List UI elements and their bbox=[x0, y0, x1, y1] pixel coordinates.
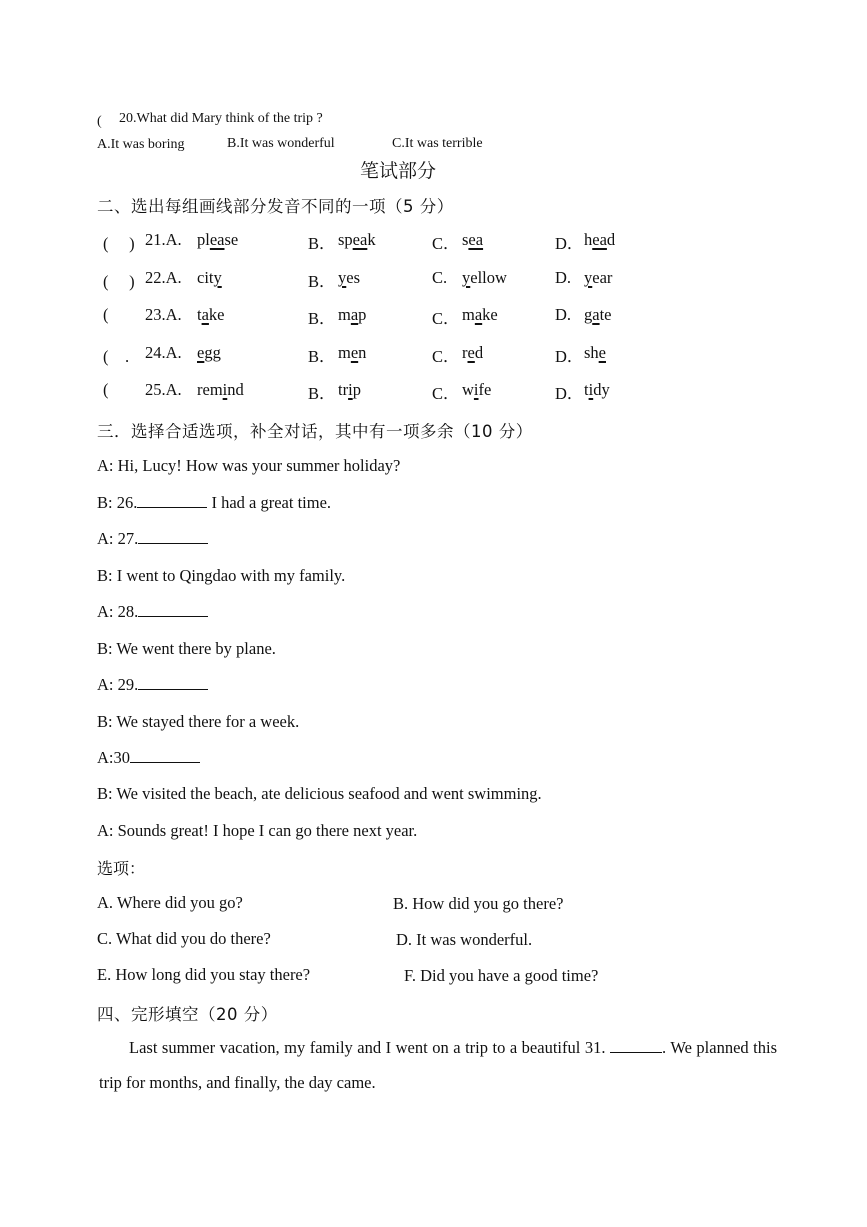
dialogue-line bbox=[97, 602, 208, 622]
option-d-label: D． bbox=[555, 347, 584, 366]
word-ul: a bbox=[474, 305, 483, 324]
dialogue-text: B: 26. bbox=[97, 493, 138, 512]
option-c-label: C． bbox=[432, 384, 460, 403]
word-pre: m bbox=[338, 343, 351, 362]
option-d-label: D. bbox=[555, 268, 572, 287]
option-b-label: B． bbox=[308, 347, 336, 366]
dialogue-line bbox=[97, 821, 417, 841]
word-ul: i bbox=[348, 380, 353, 399]
word-post: nd bbox=[227, 380, 244, 399]
option-c-label: C. bbox=[432, 268, 448, 287]
option-c-word bbox=[462, 230, 483, 250]
option-a: A. Where did you go? bbox=[97, 893, 243, 912]
option-b-label: B． bbox=[308, 384, 336, 403]
dialogue-text: B: We visited the beach, ate delicious seafood and went swimming. bbox=[97, 784, 542, 803]
dialogue-line bbox=[97, 456, 400, 476]
word-post: dy bbox=[593, 380, 610, 399]
dialogue-after-text: I had a great time. bbox=[207, 493, 332, 512]
word-post: p bbox=[358, 305, 367, 324]
answer-blank[interactable] bbox=[138, 675, 208, 690]
cloze-text-end: . We planned this trip for months, and finally, the day came. bbox=[99, 1038, 777, 1092]
option-c-word bbox=[462, 343, 483, 363]
option-b-word bbox=[338, 230, 376, 250]
word-pre: rem bbox=[197, 380, 223, 399]
option-a-word bbox=[197, 343, 221, 363]
q20-paren: ( bbox=[97, 114, 102, 129]
options-label: 选项： bbox=[97, 859, 146, 878]
dialogue-text: B: I went to Qingdao with my family. bbox=[97, 566, 346, 585]
dialogue-line bbox=[97, 529, 208, 549]
word-post: n bbox=[358, 343, 367, 362]
word-pre: t bbox=[197, 305, 202, 324]
question-number: 21.A. bbox=[145, 230, 182, 249]
dialogue-line bbox=[97, 566, 345, 586]
option-b-word bbox=[338, 268, 360, 288]
word-ul: e bbox=[350, 343, 359, 362]
question-number: 25.A. bbox=[145, 380, 182, 399]
answer-blank[interactable] bbox=[137, 493, 207, 508]
word-post: ear bbox=[592, 268, 613, 287]
word-ul: y bbox=[462, 268, 471, 287]
option-a-word bbox=[197, 380, 244, 400]
section3-heading: 三．选择合适选项，补全对话，其中有一项多余（10 分） bbox=[97, 422, 533, 441]
word-post: p bbox=[352, 380, 361, 399]
option-a-word bbox=[197, 268, 222, 288]
word-ul: i bbox=[222, 380, 228, 399]
word-post: d bbox=[474, 343, 484, 362]
word-ul: i bbox=[473, 380, 479, 399]
word-ul: y bbox=[584, 268, 593, 287]
q20-option-a: A.It was boring bbox=[97, 137, 185, 152]
word-pre: w bbox=[462, 380, 474, 399]
word-ul: a bbox=[201, 305, 209, 324]
dialogue-text: A: 27. bbox=[97, 529, 139, 548]
question-number: 24.A. bbox=[145, 343, 182, 362]
word-pre: tr bbox=[338, 380, 349, 399]
word-ul: e bbox=[197, 343, 205, 362]
dialogue-text: A: 28. bbox=[97, 602, 139, 621]
word-pre: sh bbox=[584, 343, 599, 362]
option-b-label: B． bbox=[308, 234, 336, 253]
cloze-text-start: Last summer vacation, my family and I went on a trip to a beautiful 31. bbox=[129, 1038, 606, 1057]
dialogue-text: B: We went there by plane. bbox=[97, 639, 276, 658]
word-post: te bbox=[599, 305, 612, 324]
word-post: fe bbox=[478, 380, 492, 399]
option-b-label: B． bbox=[308, 309, 336, 328]
cloze-paragraph bbox=[99, 1030, 777, 1100]
dialogue-text: A:30 bbox=[97, 748, 130, 767]
answer-paren: ( . bbox=[103, 347, 130, 366]
section4-heading: 四、完形填空（20 分） bbox=[97, 1005, 278, 1024]
option-d-word bbox=[584, 230, 615, 250]
option-c: C. What did you do there? bbox=[97, 929, 271, 948]
word-pre: h bbox=[584, 230, 593, 249]
word-ul: ea bbox=[352, 230, 368, 249]
dialogue-text: A: 29. bbox=[97, 675, 139, 694]
option-b-label: B． bbox=[308, 272, 336, 291]
word-pre: cit bbox=[197, 268, 214, 287]
option-d-label: D． bbox=[555, 234, 584, 253]
word-ul: e bbox=[467, 343, 475, 362]
option-c-label: C． bbox=[432, 234, 460, 253]
word-ul: a bbox=[350, 305, 359, 324]
option-d-label: D． bbox=[555, 384, 584, 403]
option-c-label: C． bbox=[432, 347, 460, 366]
dialogue-line bbox=[97, 493, 331, 513]
dialogue-text: A: Sounds great! I hope I can go there next year. bbox=[97, 821, 418, 840]
word-pre: m bbox=[338, 305, 351, 324]
option-c-label: C． bbox=[432, 309, 460, 328]
option-b: B. How did you go there? bbox=[393, 894, 564, 913]
word-ul: y bbox=[213, 268, 222, 287]
question-number: 23.A. bbox=[145, 305, 182, 324]
q20-option-b: B.It was wonderful bbox=[227, 136, 335, 151]
word-ul: a bbox=[592, 305, 600, 324]
word-pre: r bbox=[462, 343, 468, 362]
answer-paren: ( bbox=[103, 305, 109, 324]
blank-31[interactable] bbox=[610, 1038, 662, 1053]
dialogue-line bbox=[97, 748, 200, 768]
question-number: 22.A. bbox=[145, 268, 182, 287]
q20-option-c: C.It was terrible bbox=[392, 136, 483, 151]
answer-blank[interactable] bbox=[138, 529, 208, 544]
option-b-word bbox=[338, 343, 366, 363]
option-d-word bbox=[584, 305, 612, 325]
option-c-word bbox=[462, 305, 498, 325]
option-c-word bbox=[462, 268, 507, 288]
word-pre: g bbox=[584, 305, 593, 324]
word-pre: s bbox=[462, 230, 469, 249]
word-ul: y bbox=[338, 268, 347, 287]
word-pre: t bbox=[584, 380, 589, 399]
option-d-word bbox=[584, 268, 612, 288]
option-d: D. It was wonderful. bbox=[396, 930, 533, 949]
dialogue-text: A: Hi, Lucy! How was your summer holiday? bbox=[97, 456, 401, 475]
option-f: F. Did you have a good time? bbox=[404, 966, 599, 985]
section2-heading: 二、选出每组画线部分发音不同的一项（5 分） bbox=[97, 197, 454, 216]
option-b-word bbox=[338, 380, 361, 400]
word-ul: ea bbox=[209, 230, 225, 249]
option-a-word bbox=[197, 305, 225, 325]
word-ul: e bbox=[598, 343, 606, 362]
word-post: ellow bbox=[470, 268, 507, 287]
word-post: k bbox=[367, 230, 376, 249]
word-post: ke bbox=[208, 305, 225, 324]
option-d-word bbox=[584, 380, 610, 400]
word-post: d bbox=[606, 230, 616, 249]
word-pre: sp bbox=[338, 230, 353, 249]
answer-blank[interactable] bbox=[130, 748, 200, 763]
dialogue-line bbox=[97, 784, 542, 804]
answer-blank[interactable] bbox=[138, 602, 208, 617]
written-section-title: 笔试部分 bbox=[360, 160, 437, 182]
word-post: gg bbox=[204, 343, 221, 362]
dialogue-line bbox=[97, 675, 208, 695]
word-post: se bbox=[224, 230, 239, 249]
option-b-word bbox=[338, 305, 366, 325]
dialogue-text: B: We stayed there for a week. bbox=[97, 712, 300, 731]
word-post: ke bbox=[482, 305, 498, 324]
word-pre: m bbox=[462, 305, 475, 324]
answer-paren: ( ) bbox=[103, 234, 135, 253]
answer-paren: ( ) bbox=[103, 272, 135, 291]
word-post: es bbox=[346, 268, 360, 287]
word-ul: ea bbox=[592, 230, 607, 249]
word-ul: ea bbox=[468, 230, 484, 249]
option-d-label: D. bbox=[555, 305, 572, 324]
q20-question: 20.What did Mary think of the trip ? bbox=[119, 111, 323, 126]
dialogue-line bbox=[97, 712, 299, 732]
dialogue-line bbox=[97, 639, 276, 659]
option-d-word bbox=[584, 343, 606, 363]
option-c-word bbox=[462, 380, 491, 400]
answer-paren: ( bbox=[103, 380, 109, 399]
option-a-word bbox=[197, 230, 238, 250]
word-pre: pl bbox=[197, 230, 210, 249]
option-e: E. How long did you stay there? bbox=[97, 965, 311, 984]
word-ul: i bbox=[588, 380, 594, 399]
